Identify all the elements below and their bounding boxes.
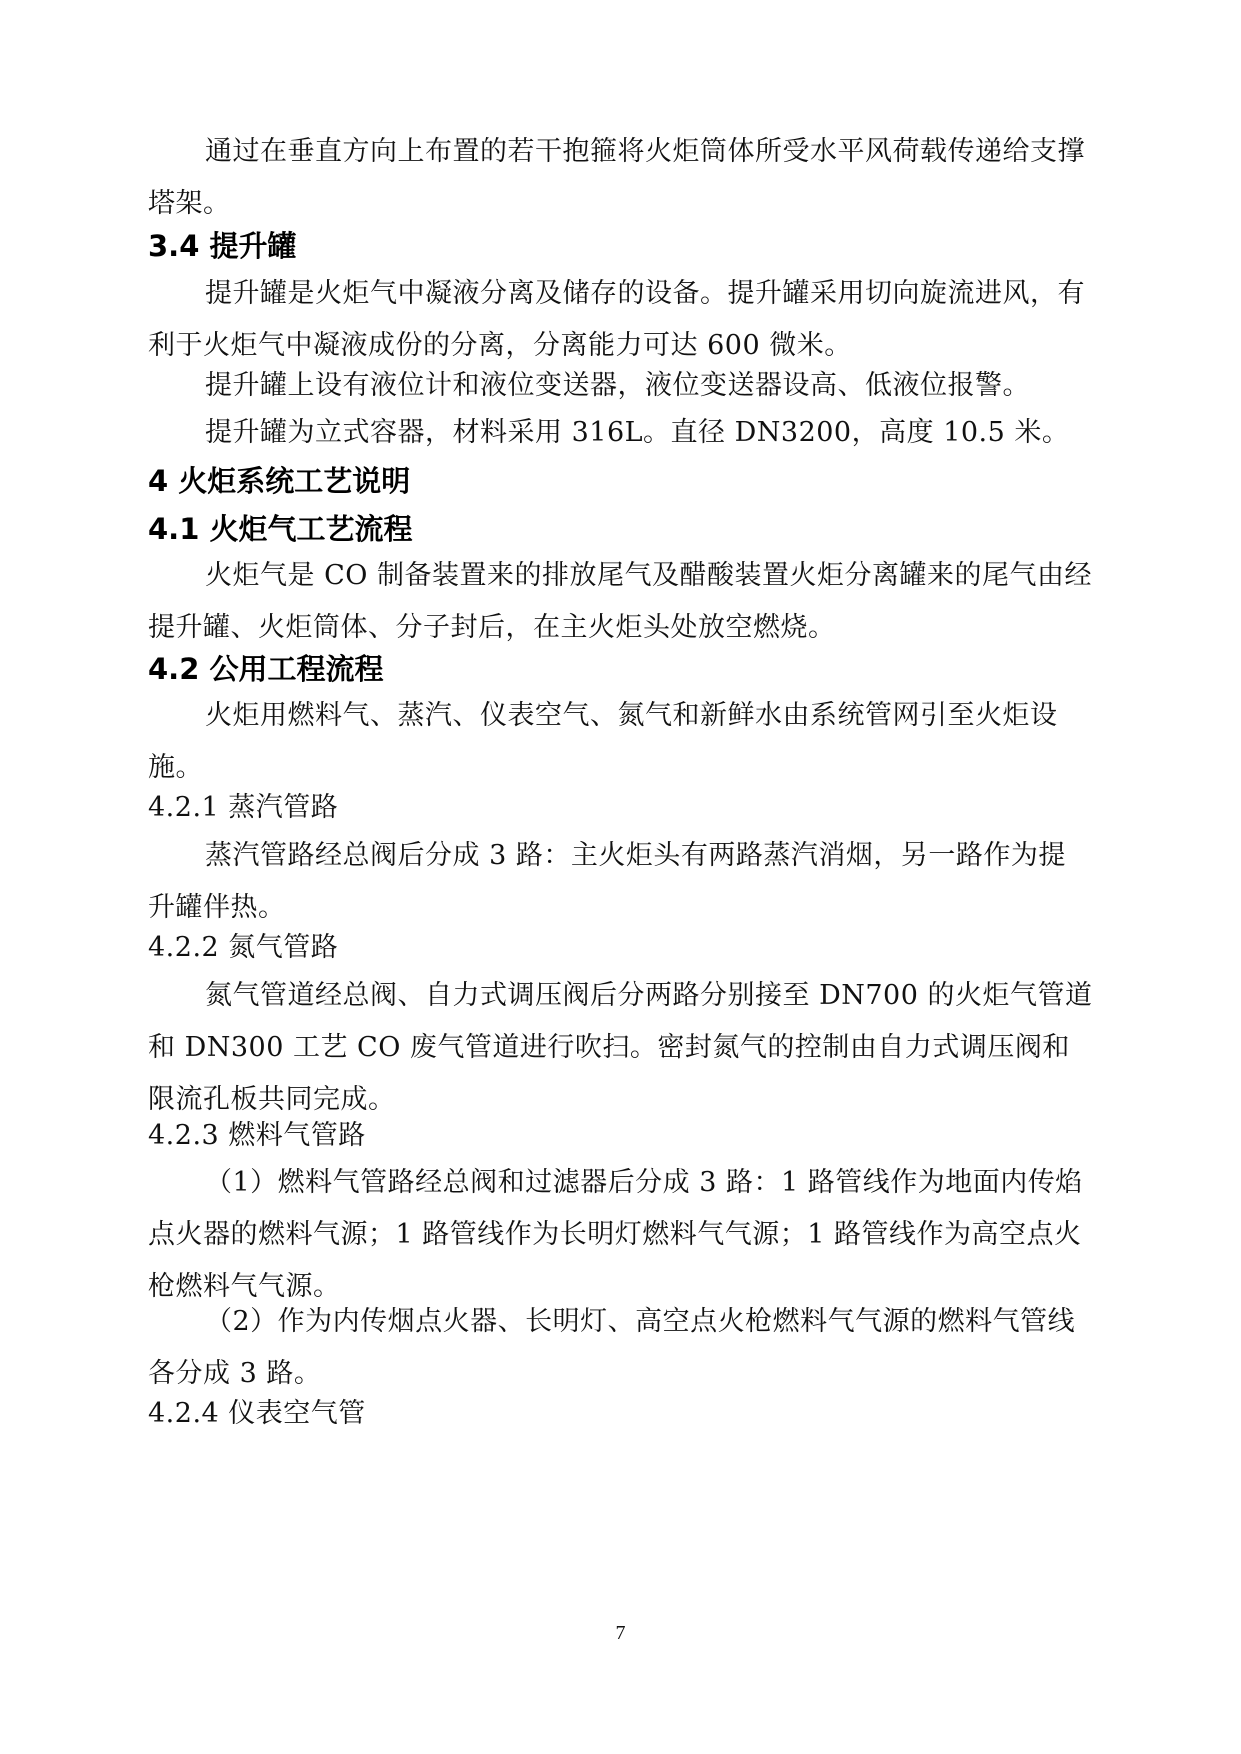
subsection-heading-4-2-4: 4.2.4 仪表空气管 bbox=[148, 1398, 366, 1429]
page-number: 7 bbox=[615, 1622, 626, 1644]
paragraph-lift-tank-level: 提升罐上设有液位计和液位变送器，液位变送器设高、低液位报警。 bbox=[205, 370, 1030, 401]
paragraph-fuel-gas-2: （2）作为内传烟点火器、长明灯、高空点火枪燃料气气源的燃料气管线各分成 3 路。 bbox=[148, 1306, 1076, 1389]
paragraph-steam-piping: 蒸汽管路经总阀后分成 3 路：主火炬头有两路蒸汽消烟，另一路作为提升罐伴热。 bbox=[148, 840, 1066, 923]
paragraph-lift-tank-description: 提升罐是火炬气中凝液分离及储存的设备。提升罐采用切向旋流进风，有利于火炬气中凝液成份的分离，分离能力可达 600 微米。 bbox=[148, 278, 1085, 361]
paragraph-flare-gas-flow: 火炬气是 CO 制备装置来的排放尾气及醋酸装置火炬分离罐来的尾气由经提升罐、火炬筒体、分子封后，在主火炬头处放空燃烧。 bbox=[148, 560, 1092, 643]
paragraph-fuel-gas-1: （1）燃料气管路经总阀和过滤器后分成 3 路：1 路管线作为地面内传焰点火器的燃料气源；1 路管线作为长明灯燃料气气源；1 路管线作为高空点火枪燃料气气源。 bbox=[148, 1167, 1083, 1302]
paragraph-hoop-support: 通过在垂直方向上布置的若干抱箍将火炬筒体所受水平风荷载传递给支撑塔架。 bbox=[148, 136, 1085, 219]
section-heading-3-4: 3.4 提升罐 bbox=[148, 229, 297, 263]
subsection-heading-4-2-3: 4.2.3 燃料气管路 bbox=[148, 1120, 366, 1151]
section-heading-4: 4 火炬系统工艺说明 bbox=[148, 464, 411, 498]
section-heading-4-2: 4.2 公用工程流程 bbox=[148, 652, 384, 686]
subsection-heading-4-2-1: 4.2.1 蒸汽管路 bbox=[148, 792, 339, 823]
subsection-heading-4-2-2: 4.2.2 氮气管路 bbox=[148, 932, 339, 963]
paragraph-lift-tank-material: 提升罐为立式容器，材料采用 316L。直径 DN3200，高度 10.5 米。 bbox=[205, 417, 1070, 448]
section-heading-4-1: 4.1 火炬气工艺流程 bbox=[148, 512, 413, 546]
paragraph-nitrogen-piping: 氮气管道经总阀、自力式调压阀后分两路分别接至 DN700 的火炬气管道和 DN300 工艺 CO 废气管道进行吹扫。密封氮气的控制由自力式调压阀和限流孔板共同完成。 bbox=[148, 980, 1093, 1115]
paragraph-utilities: 火炬用燃料气、蒸汽、仪表空气、氮气和新鲜水由系统管网引至火炬设施。 bbox=[148, 700, 1058, 783]
